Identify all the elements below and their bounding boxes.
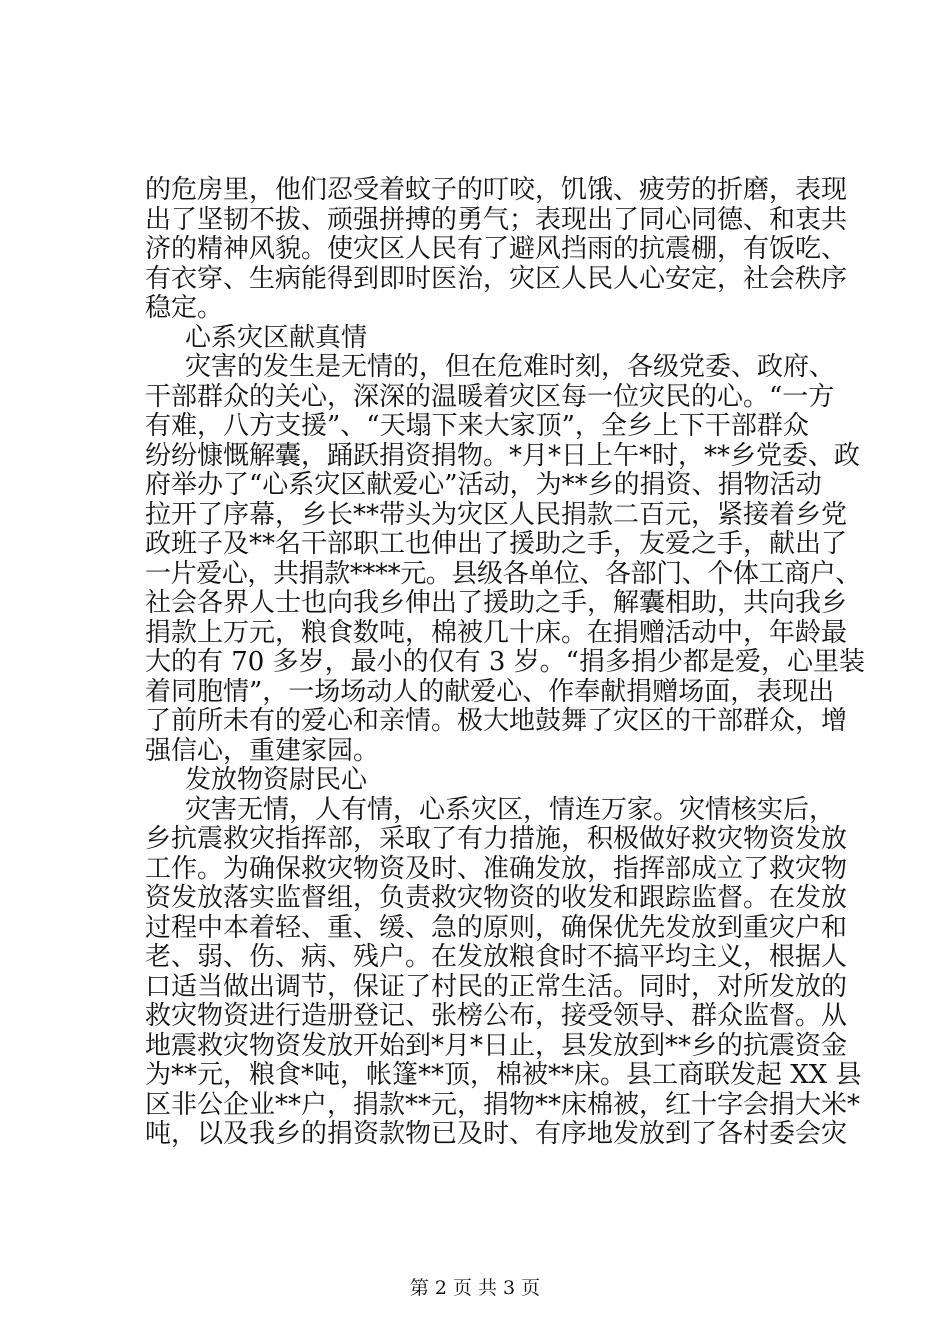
document-body xyxy=(145,175,865,1150)
text-line: 乡抗震救灾指挥部，采取了有力措施，积极做好救灾物资发放 xyxy=(145,824,848,854)
page-footer: 第 2 页 共 3 页 xyxy=(409,1277,541,1299)
text-line: 过程中本着轻、重、缓、急的原则，确保优先发放到重灾户和 xyxy=(145,912,848,943)
text-line: 府举办了“心系灾区献爱心”活动，为**乡的捐资、捐物活动 xyxy=(145,470,822,500)
text-line: 区非公企业**户，捐款**元，捐物**床棉被，红十字会捐大米* xyxy=(145,1089,861,1120)
text-line: 救灾物资进行造册登记、张榜公布，接受领导、群众监督。从 xyxy=(145,1001,848,1031)
text-line: 济的精神风貌。使灾区人民有了避风挡雨的抗震棚，有饭吃、 xyxy=(145,234,848,264)
text-line: 老、弱、伤、病、残户。在发放粮食时不搞平均主义，根据人 xyxy=(145,942,848,972)
text-line: 的危房里，他们忍受着蚊子的叮咬，饥饿、疲劳的折磨，表现 xyxy=(145,175,848,205)
text-line: 吨，以及我乡的捐资款物已及时、有序地发放到了各村委会灾 xyxy=(145,1119,848,1149)
text-line: 干部群众的关心，深深的温暖着灾区每一位灾民的心。“一方 xyxy=(145,381,835,412)
text-line: 拉开了序幕，乡长**带头为灾区人民捐款二百元，紧接着乡党 xyxy=(145,499,848,530)
section-heading: 发放物资尉民心 xyxy=(185,765,368,795)
text-line: 为**元，粮食*吨，帐篷**顶，棉被**床。县工商联发起 XX 县 xyxy=(145,1060,862,1090)
text-line: 灾害无情，人有情，心系灾区，情连万家。灾情核实后， xyxy=(185,794,836,825)
text-line: 有衣穿、生病能得到即时医治，灾区人民人心安定，社会秩序 xyxy=(145,263,848,294)
text-line: 工作。为确保救灾物资及时、准确发放，指挥部成立了救灾物 xyxy=(145,853,848,884)
text-line: 地震救灾物资发放开始到*月*日止，县发放到**乡的抗震资金 xyxy=(145,1030,848,1061)
text-line: 有难，八方支援”、“天塌下来大家顶”，全乡上下干部群众 xyxy=(145,411,809,441)
text-line: 政班子及**名干部职工也伸出了援助之手，友爱之手，献出了 xyxy=(145,529,848,559)
text-line: 社会各界人士也向我乡伸出了援助之手，解囊相助，共向我乡 xyxy=(145,588,848,618)
section-heading: 心系灾区献真情 xyxy=(185,322,368,353)
text-line: 出了坚韧不拔、顽强拼搏的勇气；表现出了同心同德、和衷共 xyxy=(145,204,848,235)
text-line: 稳定。 xyxy=(145,293,224,323)
text-line: 口适当做出调节，保证了村民的正常生活。同时，对所发放的 xyxy=(145,971,848,1002)
text-line: 强信心，重建家园。 xyxy=(145,735,380,766)
text-line: 了前所未有的爱心和亲情。极大地鼓舞了灾区的干部群众，增 xyxy=(145,706,848,736)
text-line: 纷纷慷慨解囊，踊跃捐资捐物。*月*日上午*时，**乡党委、政 xyxy=(145,440,861,471)
text-line: 灾害的发生是无情的，但在危难时刻，各级党委、政府、 xyxy=(185,352,836,382)
text-line: 捐款上万元，粮食数吨，棉被几十床。在捐赠活动中，年龄最 xyxy=(145,617,848,648)
text-line: 着同胞情”，一场场动人的献爱心、作奉献捐赠场面，表现出 xyxy=(145,676,835,707)
text-line: 资发放落实监督组，负责救灾物资的收发和跟踪监督。在发放 xyxy=(145,883,848,913)
text-line: 一片爱心，共捐款****元。县级各单位、各部门、个体工商户、 xyxy=(145,558,862,589)
text-line: 大的有 70 多岁，最小的仅有 3 岁。“捐多捐少都是爱，心里装 xyxy=(145,647,865,677)
